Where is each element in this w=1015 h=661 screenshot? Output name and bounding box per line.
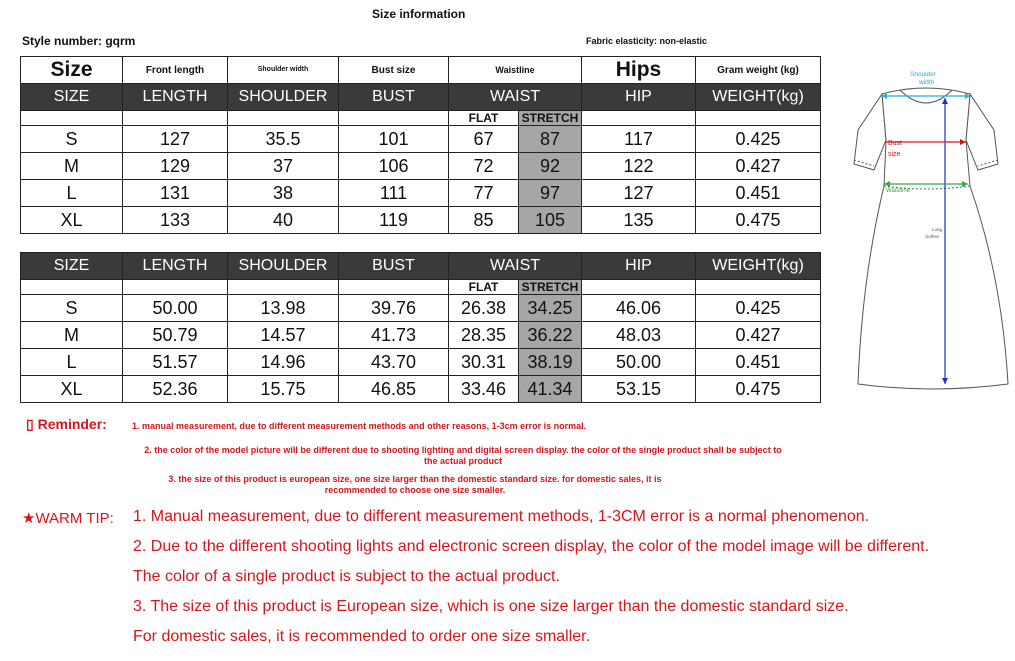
- cell-hip: 46.06: [582, 295, 696, 322]
- warm-tip-line-3: The color of a single product is subject to the actual product.: [133, 568, 560, 585]
- cell-weight: 0.425: [696, 126, 821, 153]
- header-weight: WEIGHT(kg): [696, 84, 821, 111]
- cell-length: 50.00: [123, 295, 228, 322]
- header-shoulder: SHOULDER: [228, 253, 339, 280]
- cell-bust: 101: [339, 126, 449, 153]
- reminder-label: ▯ Reminder:: [26, 416, 107, 432]
- warm-tip-label: ★WARM TIP:: [22, 510, 114, 527]
- cell-waist-flat: 26.38: [449, 295, 519, 322]
- cell-waist-flat: 85: [449, 207, 519, 234]
- cell-shoulder: 40: [228, 207, 339, 234]
- cell-bust: 41.73: [339, 322, 449, 349]
- table-row: [21, 376, 821, 403]
- shoulder-label: Shoulder: [910, 71, 937, 78]
- label-size: Size: [21, 57, 123, 84]
- bust-label-2: size: [888, 151, 901, 158]
- cell-weight: 0.427: [696, 322, 821, 349]
- label-waistline: Waistline: [449, 57, 582, 84]
- cell-length: 127: [123, 126, 228, 153]
- cell-waist-flat: 67: [449, 126, 519, 153]
- cell-size: L: [21, 180, 123, 207]
- label-gram-weight: Gram weight (kg): [696, 57, 821, 84]
- cell-shoulder: 38: [228, 180, 339, 207]
- label-shoulder-width: Shoulder width: [228, 57, 339, 84]
- cell-hip: 135: [582, 207, 696, 234]
- table-row: [21, 153, 821, 180]
- table-row: [21, 207, 821, 234]
- cell-size: XL: [21, 376, 123, 403]
- cell-waist-flat: 72: [449, 153, 519, 180]
- cell-hip: 53.15: [582, 376, 696, 403]
- cell-shoulder: 35.5: [228, 126, 339, 153]
- cell-weight: 0.451: [696, 180, 821, 207]
- cell-bust: 39.76: [339, 295, 449, 322]
- waistline-label: Waistline: [886, 188, 911, 194]
- header-waist: WAIST: [449, 253, 582, 280]
- subheader-stretch: STRETCH: [519, 111, 582, 126]
- cell-waist-stretch: 92: [519, 153, 582, 180]
- warm-tip-line-4: 3. The size of this product is European size, which is one size larger than the domestic standard size.: [133, 598, 849, 615]
- long-label-2: clothes: [925, 234, 940, 239]
- reminder-line-2: [133, 445, 793, 467]
- subheader-stretch: STRETCH: [519, 280, 582, 295]
- header-length: LENGTH: [123, 84, 228, 111]
- cell-waist-flat: 30.31: [449, 349, 519, 376]
- long-label: Long: [932, 227, 943, 232]
- cell-hip: 117: [582, 126, 696, 153]
- cell-size: L: [21, 349, 123, 376]
- cell-waist-flat: 77: [449, 180, 519, 207]
- cell-size: M: [21, 153, 123, 180]
- table-row: [21, 349, 821, 376]
- cell-waist-flat: 28.35: [449, 322, 519, 349]
- reminder-line-3a: 3. the size of this product is european size, one size larger than the domestic standard size. for domestic sales, it is: [168, 474, 662, 484]
- cell-waist-stretch: 34.25: [519, 295, 582, 322]
- cell-weight: 0.475: [696, 376, 821, 403]
- dress-measurement-diagram: [852, 68, 1012, 390]
- header-bust: BUST: [339, 84, 449, 111]
- cell-shoulder: 14.57: [228, 322, 339, 349]
- cell-size: XL: [21, 207, 123, 234]
- warm-tip-line-5: For domestic sales, it is recommended to order one size smaller.: [133, 628, 591, 645]
- warm-tip-line-2: 2. Due to the different shooting lights and electronic screen display, the color of the model image will be different.: [133, 538, 930, 555]
- label-row: [21, 57, 821, 84]
- cell-length: 52.36: [123, 376, 228, 403]
- table-row: [21, 322, 821, 349]
- cell-hip: 122: [582, 153, 696, 180]
- cell-shoulder: 15.75: [228, 376, 339, 403]
- header-weight: WEIGHT(kg): [696, 253, 821, 280]
- cell-weight: 0.451: [696, 349, 821, 376]
- header-waist: WAIST: [449, 84, 582, 111]
- warm-tip-line-1: 1. Manual measurement, due to different measurement methods, 1-3CM error is a normal phenomenon.: [133, 508, 870, 525]
- cell-bust: 119: [339, 207, 449, 234]
- header-hip: HIP: [582, 253, 696, 280]
- cell-length: 131: [123, 180, 228, 207]
- cell-waist-stretch: 105: [519, 207, 582, 234]
- cell-waist-stretch: 38.19: [519, 349, 582, 376]
- subheader-flat: FLAT: [449, 280, 519, 295]
- header-shoulder: SHOULDER: [228, 84, 339, 111]
- reminder-line-2a: 2. the color of the model picture will be different due to shooting lighting and digital screen display. the color of the single product shall be subject to: [144, 445, 782, 455]
- table-row: [21, 295, 821, 322]
- cell-length: 50.79: [123, 322, 228, 349]
- cell-shoulder: 37: [228, 153, 339, 180]
- fabric-elasticity: Fabric elasticity: non-elastic: [586, 36, 708, 46]
- header-hip: HIP: [582, 84, 696, 111]
- cell-waist-stretch: 87: [519, 126, 582, 153]
- cell-hip: 127: [582, 180, 696, 207]
- reminder-line-3: [160, 474, 670, 496]
- subheader-row: [21, 111, 821, 126]
- size-table-cm: [20, 56, 821, 234]
- cell-length: 133: [123, 207, 228, 234]
- header-bust: BUST: [339, 253, 449, 280]
- cell-size: S: [21, 295, 123, 322]
- reminder-line-1: 1. manual measurement, due to different measurement methods and other reasons, 1-3cm error is normal.: [132, 421, 587, 431]
- shoulder-label-2: width: [919, 79, 935, 86]
- cell-bust: 111: [339, 180, 449, 207]
- header-row: [21, 253, 821, 280]
- cell-bust: 106: [339, 153, 449, 180]
- cell-bust: 43.70: [339, 349, 449, 376]
- cell-waist-stretch: 97: [519, 180, 582, 207]
- cell-shoulder: 13.98: [228, 295, 339, 322]
- label-hips: Hips: [582, 57, 696, 84]
- cell-waist-stretch: 36.22: [519, 322, 582, 349]
- cell-weight: 0.425: [696, 295, 821, 322]
- cell-shoulder: 14.96: [228, 349, 339, 376]
- reminder-line-3b: recommended to choose one size smaller.: [324, 485, 506, 495]
- reminder-line-2b: the actual product: [423, 456, 502, 466]
- cell-length: 51.57: [123, 349, 228, 376]
- cell-waist-stretch: 41.34: [519, 376, 582, 403]
- label-front-length: Front length: [123, 57, 228, 84]
- style-number: Style number: gqrm: [22, 34, 136, 48]
- header-size: SIZE: [21, 253, 123, 280]
- size-table-inch: [20, 252, 821, 403]
- cell-waist-flat: 33.46: [449, 376, 519, 403]
- header-length: LENGTH: [123, 253, 228, 280]
- cell-size: M: [21, 322, 123, 349]
- label-bust-size: Bust size: [339, 57, 449, 84]
- bust-label: Bust: [888, 140, 903, 147]
- page-title: Size information: [372, 7, 466, 21]
- table-row: [21, 126, 821, 153]
- cell-weight: 0.475: [696, 207, 821, 234]
- subheader-flat: FLAT: [449, 111, 519, 126]
- cell-weight: 0.427: [696, 153, 821, 180]
- header-size: SIZE: [21, 84, 123, 111]
- subheader-row: [21, 280, 821, 295]
- header-row: [21, 84, 821, 111]
- cell-hip: 50.00: [582, 349, 696, 376]
- cell-size: S: [21, 126, 123, 153]
- cell-length: 129: [123, 153, 228, 180]
- cell-bust: 46.85: [339, 376, 449, 403]
- table-row: [21, 180, 821, 207]
- cell-hip: 48.03: [582, 322, 696, 349]
